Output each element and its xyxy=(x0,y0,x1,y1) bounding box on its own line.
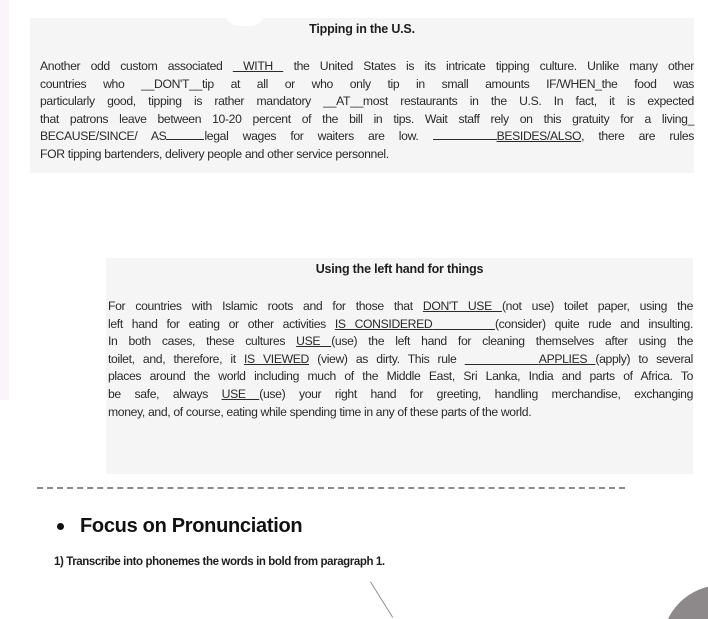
paragraph-line: For countries with Islamic roots and for those that DON'T USE (not use) toilet paper, using the xyxy=(108,299,694,313)
bullet-icon xyxy=(57,523,64,530)
tipping-paragraph xyxy=(40,58,694,164)
answer-besides-also: BESIDES/ALSO xyxy=(496,129,582,144)
answer-applies: APPLIES xyxy=(538,351,596,366)
answer-is-considered: IS CONSIDERED xyxy=(334,316,433,331)
paragraph-line: money, and, of course, eating while spending time in any of these parts of the world. xyxy=(108,404,532,419)
left-hand-section-title: Using the left hand for things xyxy=(315,262,484,276)
tipping-section-title: Tipping in the U.S. xyxy=(309,22,415,36)
paragraph-line: particularly good, tipping is rather mandatory __AT__most restaurants in the U.S. In fact, it is expected xyxy=(40,94,694,109)
answer-blank xyxy=(433,128,497,140)
answer-with: WITH xyxy=(232,59,284,73)
transcribe-instruction: 1) Transcribe into phonemes the words in bold from paragraph 1. xyxy=(54,556,385,568)
answer-use: USE xyxy=(296,334,332,349)
paragraph-line: Another odd custom associated WITH the United States is its intricate tipping culture. Unlike many other xyxy=(40,59,694,73)
left-hand-section-box xyxy=(106,258,693,474)
tipping-section-box xyxy=(30,18,694,173)
corner-circle-shape xyxy=(662,585,708,619)
pronunciation-heading xyxy=(55,515,302,538)
paragraph-line: left hand for eating or other activities IS CONSIDERED (consider) quite rude and insulting. xyxy=(108,316,693,331)
paragraph-line: be safe, always USE (use) your right hand for greeting, handling merchandise, exchanging xyxy=(108,386,693,401)
paragraph-line: BECAUSE/SINCE/ AS legal wages for waiters are low. BESIDES/ALSO, there are rules xyxy=(40,129,694,144)
dashed-divider xyxy=(37,487,625,489)
paragraph-line: In both cases, these cultures USE (use) the left hand for cleaning themselves after using the xyxy=(108,334,694,349)
answer-use-right: USE xyxy=(221,386,260,401)
paragraph-line: toilet, and, therefore, it IS VIEWED (view) as dirty. This rule APPLIES (apply) to several xyxy=(108,351,693,366)
paragraph-line: FOR tipping bartenders, delivery people and other service personnel. xyxy=(40,146,389,161)
pronunciation-heading-text: Focus on Pronunciation xyxy=(80,515,303,537)
answer-dont-use: DON'T USE xyxy=(422,299,502,313)
paragraph-line: countries who __DON'T__tip at all or who only tip in small amounts IF/WHEN_the food was xyxy=(40,76,694,91)
paragraph-line: that patrons leave between 10-20 percent of the bill in tips. Wait staff rely on this gratuity for a living_ xyxy=(40,111,694,126)
answer-is-viewed: IS VIEWED xyxy=(243,351,310,366)
stray-pen-stroke xyxy=(370,581,393,617)
left-edge-strip xyxy=(0,0,9,400)
paragraph-line: places around the world including much of the Middle East, Sri Lanka, India and parts of Africa. To xyxy=(108,369,693,384)
left-hand-paragraph xyxy=(108,298,693,421)
answer-blank xyxy=(166,128,204,140)
